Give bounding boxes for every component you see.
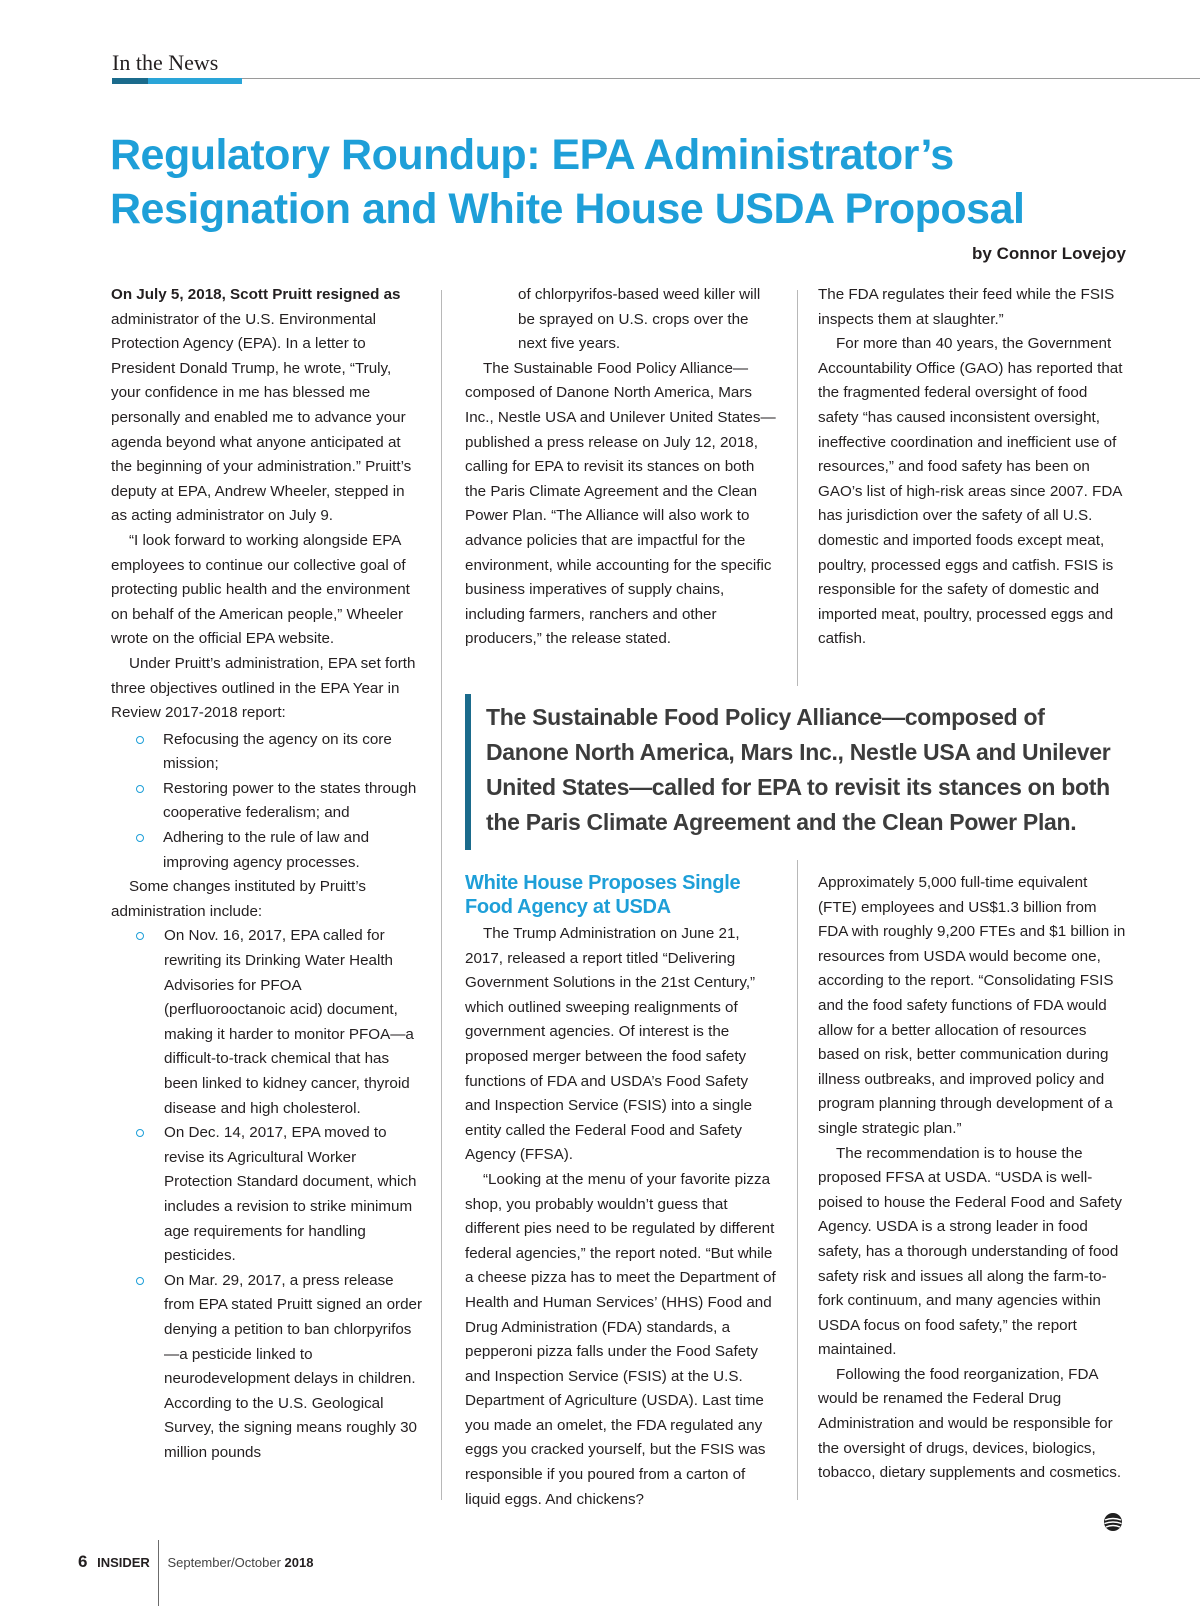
lead-paragraph (111, 283, 423, 529)
article-headline: Regulatory Roundup: EPA Administrator’s Resignation and White House USDA Proposal (110, 131, 1025, 233)
article-column-2 (465, 283, 777, 652)
column-divider-3 (797, 860, 798, 1500)
paragraph: Following the food reorganization, FDA would be renamed the Federal Drug Administration and would be responsible for the oversight of drugs, devices, biologics, tobacco, dietary supplements and cosmetics. (818, 1365, 1122, 1482)
list-item: Refocusing the agency on its core mission; (111, 728, 423, 777)
lead-rest: administrator of the U.S. Environmental Protection Agency (EPA). In a letter to President Donald Trump, he wrote, “Truly, your confidence in me has blessed me personally and enabled me to advance your agenda beyond what anyone anticipated at the beginning of your administration.” Pruitt’s deputy at EPA, Andrew Wheeler, stepped in as acting administrator on July 9. (111, 310, 412, 525)
bullet-circle-icon (136, 736, 144, 744)
pullquote-bar (465, 694, 471, 850)
paragraph: Some changes instituted by Pruitt’s administration include: (111, 878, 366, 920)
objectives-list (111, 728, 423, 876)
paragraph: “Looking at the menu of your favorite pizza shop, you probably wouldn’t guess that different pies need to be regulated by different federal agencies,” the report noted. “But while a cheese pizza has to meet the Department of Health and Human Services’ (HHS) Food and Drug Administration (FDA) standards, a pepperoni pizza falls under the Food Safety and Inspection Service (FSIS) at the U.S. Department of Agriculture (USDA). Last time you made an omelet, the FDA regulated any eggs you cracked yourself, but the FSIS was responsible if you poured from a carton of liquid eggs. And chickens? (465, 1170, 776, 1508)
issue-date: September/October (167, 1555, 281, 1570)
column-divider-1 (441, 290, 442, 1500)
bullet-circle-icon (136, 932, 144, 940)
section-accent-bar (112, 78, 242, 84)
paragraph: Under Pruitt’s administration, EPA set forth three objectives outlined in the EPA Year in Review 2017-2018 report: (111, 654, 416, 722)
list-item: Adhering to the rule of law and improving agency processes. (111, 826, 423, 875)
bullet-circle-icon (136, 1277, 144, 1285)
bullet-circle-icon (136, 785, 144, 793)
list-item: On Nov. 16, 2017, EPA called for rewriting its Drinking Water Health Advisories for PFOA (perfluorooctanoic acid) document, making it harder to monitor PFOA—a difficult-to-track chemical that has been linked to kidney cancer, thyroid disease and high cholesterol. (111, 924, 423, 1121)
list-continuation: of chlorpyrifos-based weed killer will be sprayed on U.S. crops over the next five years. (518, 286, 761, 353)
page-footer (78, 1552, 313, 1572)
list-item: Restoring power to the states through cooperative federalism; and (111, 777, 423, 826)
article-column-2-lower (465, 871, 777, 1512)
column-divider-2 (797, 290, 798, 686)
article-column-3-lower (818, 871, 1130, 1486)
paragraph: The Sustainable Food Policy Alliance—composed of Danone North America, Mars Inc., Nestle USA and Unilever United States—published a press release on July 12, 2018, calling for EPA to revisit its stances on both the Paris Climate Agreement and the Clean Power Plan. “The Alliance will also work to advance policies that are impactful for the environment, while accounting for the specific business imperatives of supply chains, including farmers, ranchers and other producers,” the release stated. (465, 359, 776, 648)
paragraph: “I look forward to working alongside EPA employees to continue our collective goal of protecting public health and the environment on behalf of the American people,” Wheeler wrote on the official EPA website. (111, 531, 410, 648)
byline: by Connor Lovejoy (972, 244, 1126, 263)
section-label: In the News (112, 50, 219, 75)
paragraph: The FDA regulates their feed while the FSIS inspects them at slaughter.” (818, 286, 1115, 328)
bullet-circle-icon (136, 1129, 144, 1137)
magazine-name: INSIDER (97, 1555, 150, 1570)
issue-year: 2018 (284, 1555, 314, 1570)
end-of-article-globe-icon (1103, 1512, 1123, 1532)
article-column-3 (818, 283, 1130, 652)
lead-bold: On July 5, 2018, Scott Pruitt resigned as (111, 286, 401, 303)
changes-list (111, 924, 423, 1465)
footer-divider (158, 1540, 159, 1606)
subheading: White House Proposes Single Food Agency at USDA (465, 872, 741, 918)
bullet-circle-icon (136, 834, 144, 842)
section-divider (112, 78, 1200, 79)
paragraph: The Trump Administration on June 21, 2017, released a report titled “Delivering Government Solutions in the 21st Century,” which outlined sweeping realignments of government agencies. Of interest is the proposed merger between the food safety functions of FDA and USDA’s Food Safety and Inspection Service (FSIS) into a single entity called the Federal Food and Safety Agency (FFSA). (465, 925, 756, 1164)
list-item: On Dec. 14, 2017, EPA moved to revise its Agricultural Worker Protection Standard document, which includes a revision to strike minimum age requirements for handling pesticides. (111, 1121, 423, 1269)
list-item: On Mar. 29, 2017, a press release from EPA stated Pruitt signed an order denying a petition to ban chlorpyrifos—a pesticide linked to neurodevelopment delays in children. According to the U.S. Geological Survey, the signing means roughly 30 million pounds (111, 1269, 423, 1466)
page-number: 6 (78, 1552, 88, 1571)
paragraph: The recommendation is to house the proposed FFSA at USDA. “USDA is well-poised to house the Federal Food and Safety Agency. USDA is a strong leader in food safety, has a thorough understanding of food safety risk and issues all along the farm-to-fork continuum, and many agencies within USDA focus on food safety,” the report maintained. (818, 1144, 1122, 1359)
paragraph: Approximately 5,000 full-time equivalent (FTE) employees and US$1.3 billion from FDA with roughly 9,200 FTEs and $1 billion in resources from USDA would become one, according to the report. “Consolidating FSIS and the food safety functions of FDA would allow for a better allocation of resources based on risk, better communication during illness outbreaks, and improved policy and program planning through development of a single strategic plan.” (818, 874, 1126, 1137)
article-column-1 (111, 283, 423, 1466)
paragraph: For more than 40 years, the Government Accountability Office (GAO) has reported that the fragmented federal oversight of food safety “has caused inconsistent oversight, ineffective coordination and inefficient use of resources,” and food safety has been on GAO’s list of high-risk areas since 2007. FDA has jurisdiction over the safety of all U.S. domestic and imported foods except meat, poultry, processed eggs and catfish. FSIS is responsible for the safety of domestic and imported meat, poultry, processed eggs and catfish. (818, 335, 1123, 648)
pullquote: The Sustainable Food Policy Alliance—composed of Danone North America, Mars Inc., Nestle USA and Unilever United States—called for EPA to revisit its stances on both the Paris Climate Agreement and the Clean Power Plan. (486, 704, 1111, 835)
